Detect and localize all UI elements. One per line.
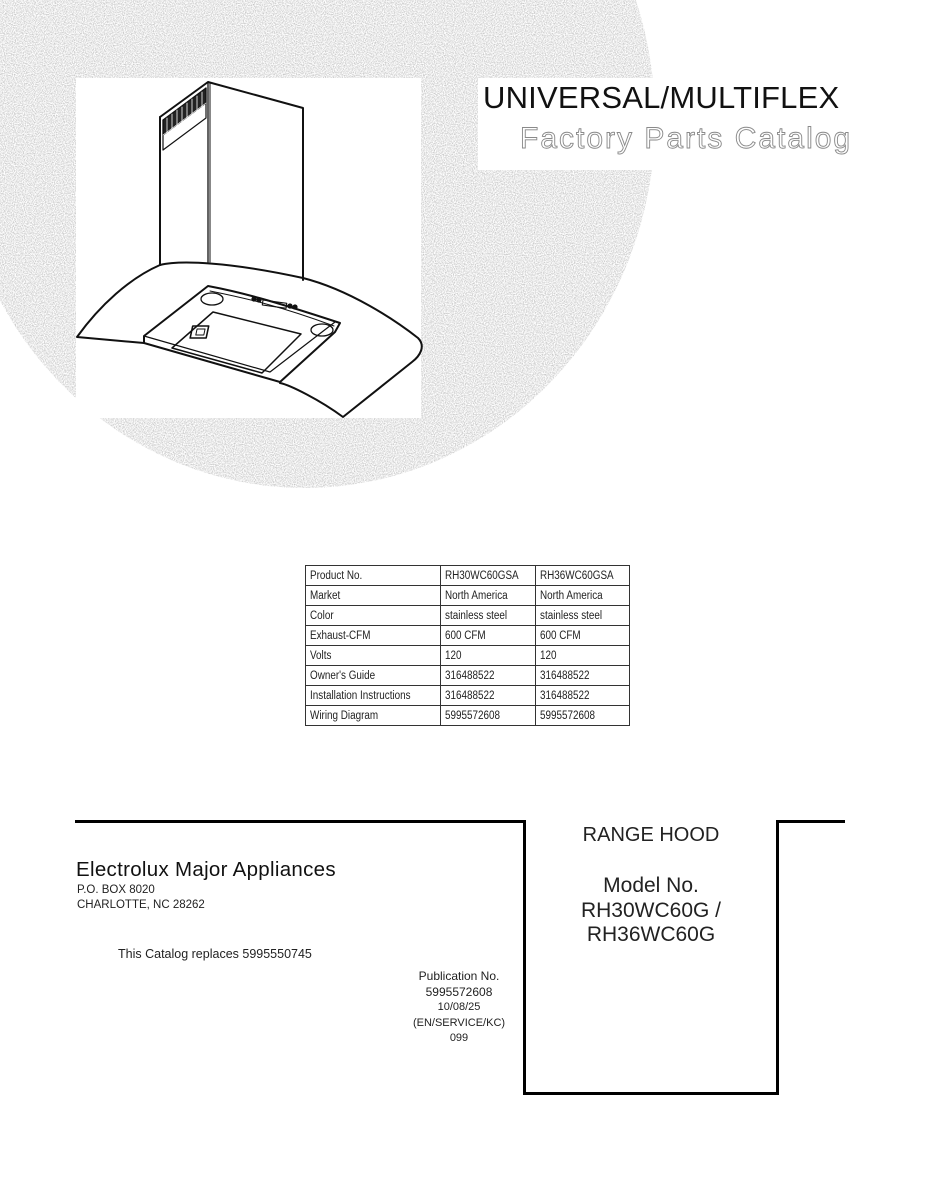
spec-label-cell (306, 706, 441, 726)
spec-row (306, 626, 630, 646)
spec-value: stainless steel (539, 609, 602, 622)
spec-label: Color (310, 609, 334, 622)
company-name: Electrolux Major Appliances (76, 858, 336, 881)
spec-label-cell (306, 606, 441, 626)
spec-value: stainless steel (445, 609, 508, 622)
range-hood-illustration-icon (60, 60, 440, 440)
spec-label-cell (306, 626, 441, 646)
model-number-block (526, 874, 776, 948)
spec-value: 316488522 (539, 669, 590, 682)
company-address-line2: CHARLOTTE, NC 28262 (77, 899, 205, 911)
spec-value-cell (441, 686, 536, 706)
frame-left-divider-line (523, 820, 526, 1095)
spec-value: 316488522 (445, 689, 495, 702)
spec-label: Owner's Guide (310, 669, 376, 682)
spec-value-cell (441, 606, 536, 626)
spec-row (306, 666, 630, 686)
spec-value: 120 (445, 649, 462, 662)
publication-number: 5995572608 (425, 984, 493, 999)
spec-value: RH30WC60GSA (445, 569, 519, 582)
spec-value-cell (535, 606, 630, 626)
spec-value-cell (441, 706, 536, 726)
publication-info (384, 969, 534, 1047)
spec-value: North America (445, 589, 508, 602)
spec-value: 316488522 (539, 689, 590, 702)
specifications-table (305, 565, 630, 726)
spec-value-cell (535, 666, 630, 686)
spec-row (306, 686, 630, 706)
frame-bottom-line (523, 1092, 779, 1095)
spec-label-cell (306, 566, 441, 586)
spec-value-cell (535, 586, 630, 606)
spec-value-cell (535, 566, 630, 586)
model-number-line2: RH36WC60G (586, 923, 716, 946)
spec-value-cell (535, 706, 630, 726)
model-label: Model No. (603, 874, 699, 897)
spec-value-cell (441, 586, 536, 606)
frame-top-left-line (75, 820, 526, 823)
publication-code: (EN/SERVICE/KC) (412, 1016, 506, 1029)
frame-right-divider-line (776, 820, 779, 1095)
spec-label: Volts (310, 649, 332, 662)
spec-value: 600 CFM (445, 629, 486, 642)
spec-label-cell (306, 666, 441, 686)
spec-value-cell (441, 566, 536, 586)
spec-row (306, 606, 630, 626)
spec-row (306, 566, 630, 586)
frame-top-right-line (776, 820, 845, 823)
spec-value-cell (535, 626, 630, 646)
product-type: RANGE HOOD (582, 824, 720, 846)
catalog-subtitle: Factory Parts Catalog (520, 122, 853, 155)
spec-label: Product No. (310, 569, 363, 582)
spec-label-cell (306, 646, 441, 666)
company-address-line1: P.O. BOX 8020 (77, 884, 155, 896)
spec-label: Market (310, 589, 341, 602)
spec-value: RH36WC60GSA (539, 569, 614, 582)
model-number-line1: RH30WC60G / (580, 898, 722, 922)
spec-label-cell (306, 586, 441, 606)
spec-row (306, 586, 630, 606)
spec-value-cell (441, 666, 536, 686)
publication-date: 10/08/25 (437, 1001, 481, 1013)
spec-value-cell (535, 686, 630, 706)
spec-value: 600 CFM (539, 629, 581, 642)
catalog-title: UNIVERSAL/MULTIFLEX (483, 80, 840, 115)
spec-value: 120 (539, 649, 557, 662)
spec-label: Installation Instructions (310, 689, 411, 702)
spec-value-cell (441, 626, 536, 646)
spec-value: North America (539, 589, 603, 602)
publication-suffix: 099 (449, 1032, 469, 1044)
spec-label: Exhaust-CFM (310, 629, 371, 642)
spec-value-cell (441, 646, 536, 666)
spec-label: Wiring Diagram (310, 709, 379, 722)
spec-value-cell (535, 646, 630, 666)
spec-value: 5995572608 (445, 709, 501, 722)
catalog-replaces-note: This Catalog replaces 5995550745 (118, 947, 312, 961)
spec-value: 5995572608 (539, 709, 595, 722)
spec-row (306, 706, 630, 726)
spec-value: 316488522 (445, 669, 495, 682)
publication-label: Publication No. (418, 969, 500, 983)
spec-label-cell (306, 686, 441, 706)
spec-row (306, 646, 630, 666)
